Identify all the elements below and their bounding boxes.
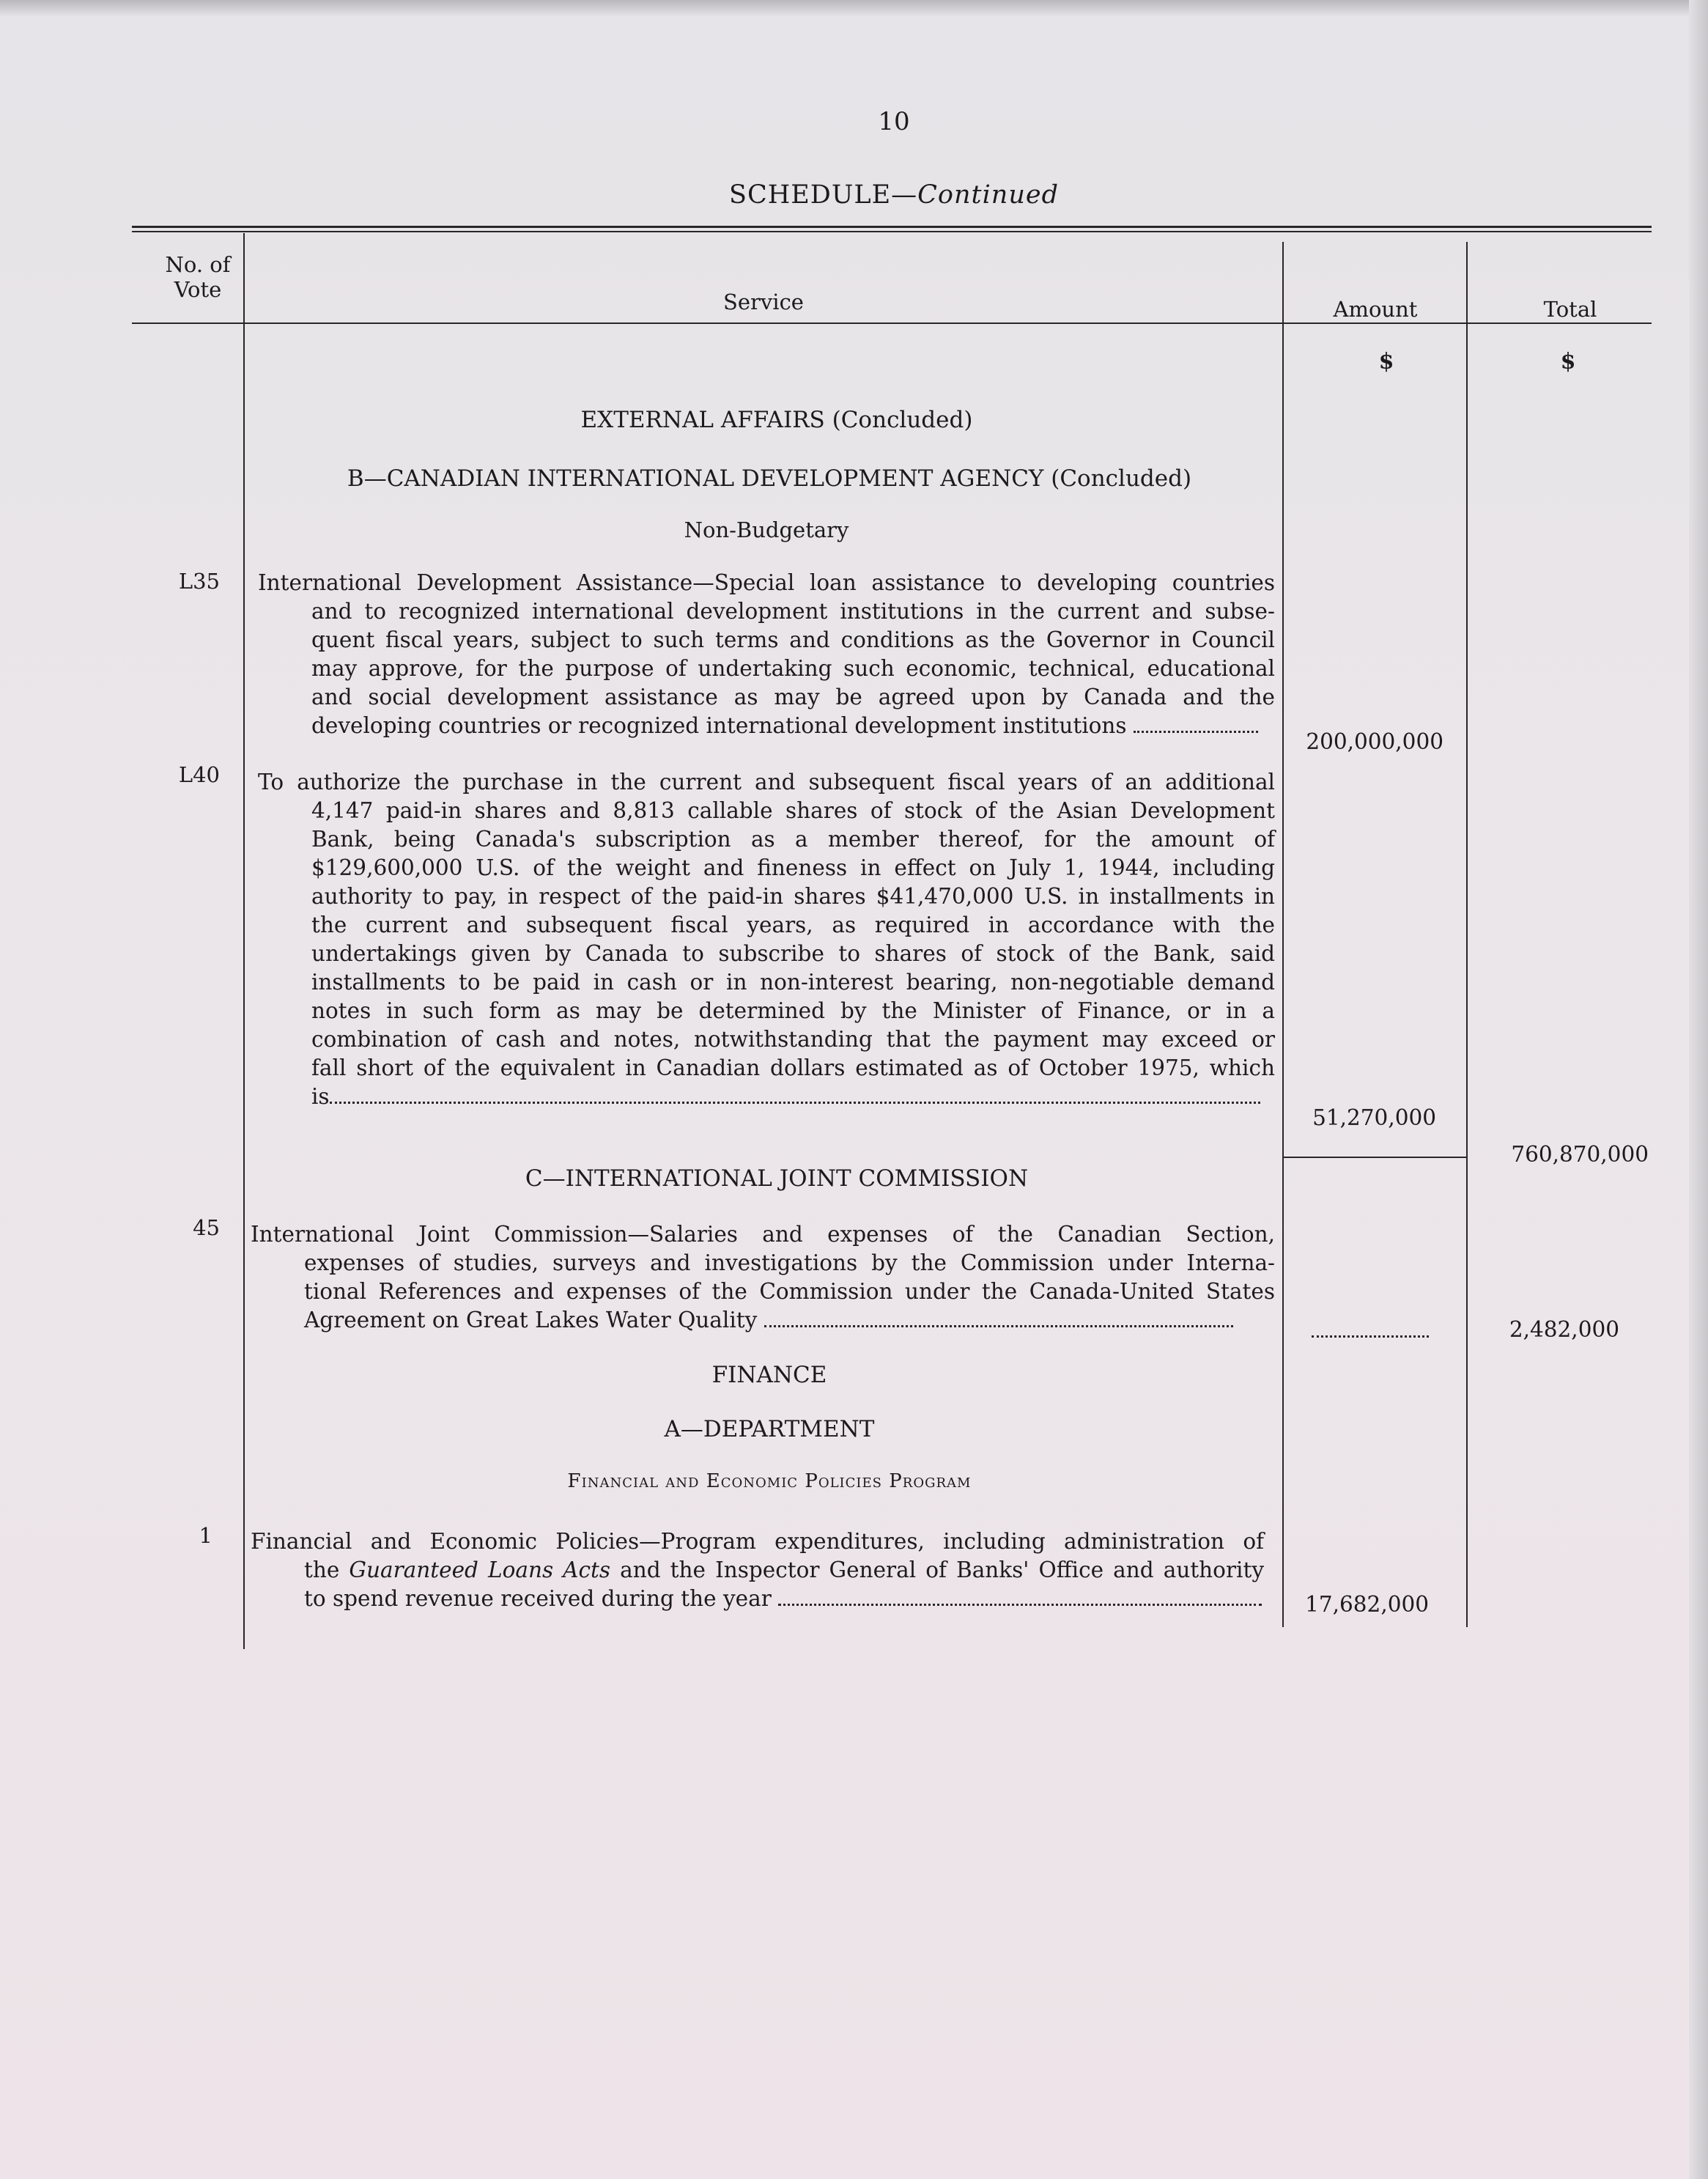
- non-budgetary-heading: Non-Budgetary: [684, 517, 849, 542]
- amount-leader-dots: [1312, 1327, 1429, 1341]
- subtotal-rule: [1284, 1157, 1467, 1158]
- total-header: Total: [1543, 297, 1597, 322]
- page-top-edge: [0, 0, 1708, 16]
- vote-number: L40: [178, 762, 220, 787]
- vote-number: 1: [199, 1523, 212, 1548]
- fep-program-heading: Financial and Economic Policies Program: [567, 1470, 972, 1492]
- header-top-rule-2: [132, 231, 1652, 232]
- vote-number: L35: [178, 569, 220, 594]
- total-currency: $: [1560, 349, 1576, 375]
- schedule-title: SCHEDULE—Continued: [728, 180, 1060, 210]
- item-text-l35: International Development Assistance—Special loan assistance to developing countries and to recognized international development institutions in the current and subse- quent fiscal years, subject to such terms and conditions as the Governor in Council may approve, for the purpose of undertaking such economic, technical, educational and social development assistance as may be agreed upon by Canada and the developing countries or recognized international development institutions: [258, 570, 1275, 738]
- finance-heading: FINANCE: [711, 1362, 827, 1388]
- amount-value: 200,000,000: [1306, 729, 1443, 754]
- page-right-edge: [1689, 0, 1708, 2179]
- service-header: Service: [723, 290, 804, 314]
- department-heading: A—DEPARTMENT: [664, 1416, 875, 1442]
- cida-heading: B—CANADIAN INTERNATIONAL DEVELOPMENT AGENCY (Concluded): [347, 465, 1192, 492]
- amount-header: Amount: [1333, 297, 1418, 322]
- amount-value: 17,682,000: [1305, 1592, 1429, 1617]
- item-text-l40: To authorize the purchase in the current and subsequent fiscal years of an additional 4,147 paid-in shares and 8,813 callable shares of stock of the Asian Development Bank, being Canada's subscription as a member thereof, for the amount of $129,600,000 U.S. of the weight and fineness in effect on July 1, 1944, including authority to pay, in respect of the paid-in shares $41,470,000 U.S. in installments in the current and subsequent fiscal years, as required in accordance with the undertakings given by Canada to subscribe to shares of stock of the Bank, said installments to be paid in cash or in non-interest bearing, non-negotiable demand notes in such form as may be determined by the Minister of Finance, or in a combination of cash and notes, notwithstanding that the payment may exceed or fall short of the equivalent in Canadian dollars estimated as of October 1975, which is: [258, 770, 1275, 1109]
- vote-number: 45: [193, 1215, 220, 1240]
- amount-left-rule: [1282, 242, 1284, 1627]
- total-value: 2,482,000: [1509, 1317, 1619, 1342]
- amount-currency: $: [1378, 349, 1394, 375]
- item-text-45: International Joint Commission—Salaries and expenses of the Canadian Section, expenses of studies, surveys and investigations by the Commission under Interna- tional References and expenses of the Commission under the Canada-United States Agreement on Great Lakes Water Quality: [251, 1222, 1275, 1332]
- vote-column-rule: [243, 233, 245, 1649]
- page-number: 10: [878, 107, 910, 136]
- cida-total: 760,870,000: [1511, 1142, 1649, 1167]
- ijc-heading: C—INTERNATIONAL JOINT COMMISSION: [525, 1165, 1029, 1192]
- header-top-rule: [132, 226, 1652, 228]
- external-affairs-heading: EXTERNAL AFFAIRS (Concluded): [580, 407, 973, 433]
- amount-right-rule: [1466, 242, 1468, 1627]
- header-bottom-rule: [132, 322, 1652, 324]
- amount-value: 51,270,000: [1312, 1105, 1436, 1130]
- item-text-1: Financial and Economic Policies—Program expenditures, including administration of the Guaranteed Loans Acts and the Inspector General of Banks' Office and authority to spend revenue received during the year: [251, 1529, 1264, 1611]
- title-continued: Continued: [917, 180, 1060, 210]
- vote-header: No. of Vote: [165, 252, 231, 302]
